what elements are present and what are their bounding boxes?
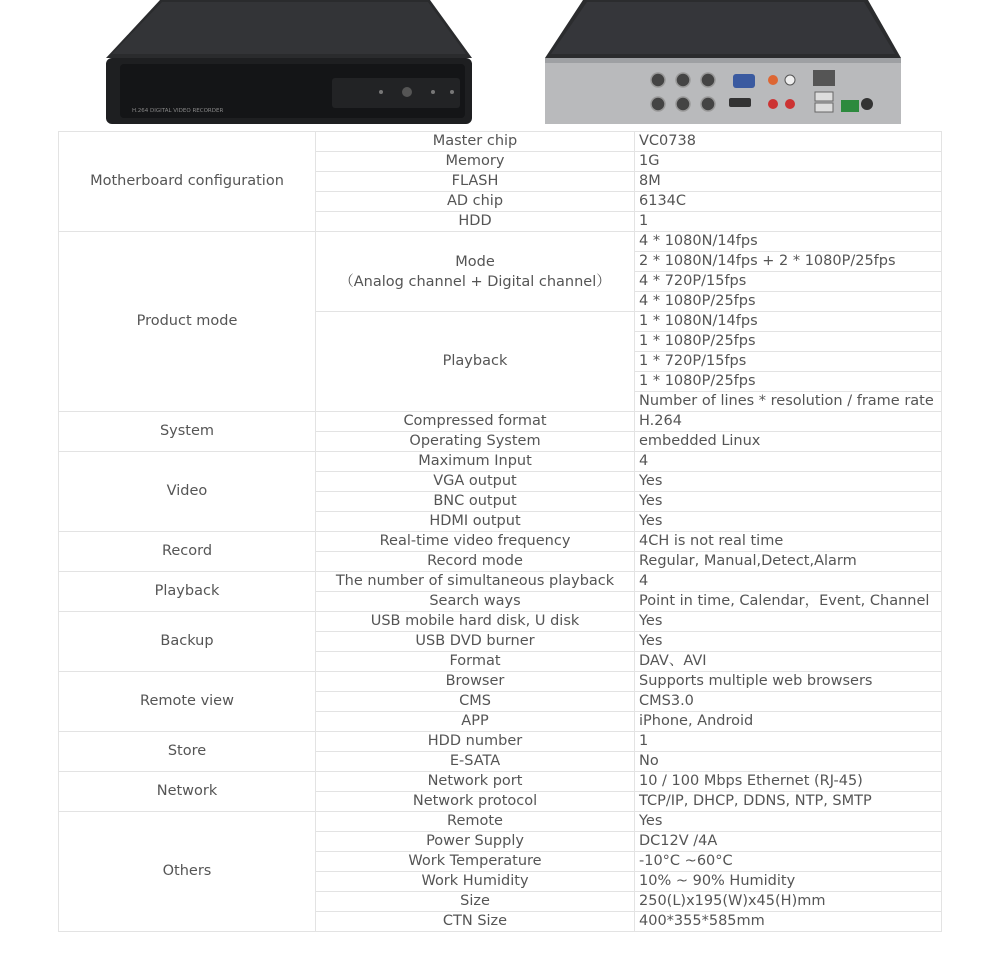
category-cell: Others	[59, 812, 316, 932]
item-cell: APP	[316, 712, 635, 732]
item-cell: Network protocol	[316, 792, 635, 812]
product-photos	[0, 0, 1000, 130]
value-cell: 4 * 1080P/25fps	[635, 292, 942, 312]
value-cell: 250(L)x195(W)x45(H)mm	[635, 892, 942, 912]
table-row	[59, 132, 942, 152]
value-cell: TCP/IP, DHCP, DDNS, NTP, SMTP	[635, 792, 942, 812]
table-row	[59, 452, 942, 472]
item-cell: HDD number	[316, 732, 635, 752]
item-cell: HDD	[316, 212, 635, 232]
category-cell: Playback	[59, 572, 316, 612]
value-cell: 10% ~ 90% Humidity	[635, 872, 942, 892]
value-cell: Yes	[635, 512, 942, 532]
item-cell: Master chip	[316, 132, 635, 152]
table-row	[59, 612, 942, 632]
value-cell: DC12V /4A	[635, 832, 942, 852]
category-cell: Product mode	[59, 232, 316, 412]
value-cell: 4 * 1080N/14fps	[635, 232, 942, 252]
value-cell: 1 * 1080P/25fps	[635, 372, 942, 392]
value-cell: iPhone, Android	[635, 712, 942, 732]
table-row	[59, 812, 942, 832]
value-cell: VC0738	[635, 132, 942, 152]
item-cell: Search ways	[316, 592, 635, 612]
item-cell: Memory	[316, 152, 635, 172]
category-cell: Remote view	[59, 672, 316, 732]
front-panel-label: H.264 DIGITAL VIDEO RECORDER	[132, 108, 224, 114]
item-cell: Format	[316, 652, 635, 672]
value-cell: 1 * 720P/15fps	[635, 352, 942, 372]
item-cell: E-SATA	[316, 752, 635, 772]
value-cell: Yes	[635, 492, 942, 512]
item-cell: Power Supply	[316, 832, 635, 852]
value-cell: Number of lines * resolution / frame rate	[635, 392, 942, 412]
spec-table	[58, 131, 942, 932]
value-cell: DAV、AVI	[635, 652, 942, 672]
item-sublabel: （Analog channel + Digital channel）	[339, 273, 611, 290]
value-cell: 8M	[635, 172, 942, 192]
value-cell: 1 * 1080P/25fps	[635, 332, 942, 352]
value-cell: No	[635, 752, 942, 772]
category-cell: System	[59, 412, 316, 452]
item-cell: Work Temperature	[316, 852, 635, 872]
item-cell: Maximum Input	[316, 452, 635, 472]
category-cell: Motherboard configuration	[59, 132, 316, 232]
item-cell: The number of simultaneous playback	[316, 572, 635, 592]
category-cell: Store	[59, 732, 316, 772]
category-cell: Backup	[59, 612, 316, 672]
item-cell: Operating System	[316, 432, 635, 452]
value-cell: Regular, Manual,Detect,Alarm	[635, 552, 942, 572]
table-row	[59, 672, 942, 692]
value-cell: H.264	[635, 412, 942, 432]
dvr-front-photo	[100, 0, 485, 128]
value-cell: 4 * 720P/15fps	[635, 272, 942, 292]
item-cell: Browser	[316, 672, 635, 692]
table-row	[59, 412, 942, 432]
item-cell: Record mode	[316, 552, 635, 572]
item-cell	[316, 232, 635, 312]
table-row	[59, 772, 942, 792]
item-cell: Remote	[316, 812, 635, 832]
value-cell: 1	[635, 732, 942, 752]
item-cell: Network port	[316, 772, 635, 792]
category-cell: Video	[59, 452, 316, 532]
table-row	[59, 572, 942, 592]
value-cell: embedded Linux	[635, 432, 942, 452]
value-cell: 1G	[635, 152, 942, 172]
value-cell: Yes	[635, 632, 942, 652]
value-cell: 6134C	[635, 192, 942, 212]
item-cell: Work Humidity	[316, 872, 635, 892]
item-cell: HDMI output	[316, 512, 635, 532]
item-cell: BNC output	[316, 492, 635, 512]
value-cell: Supports multiple web browsers	[635, 672, 942, 692]
item-label: Mode	[455, 253, 495, 270]
item-cell: Playback	[316, 312, 635, 412]
category-cell: Network	[59, 772, 316, 812]
value-cell: 400*355*585mm	[635, 912, 942, 932]
value-cell: CMS3.0	[635, 692, 942, 712]
item-cell: VGA output	[316, 472, 635, 492]
value-cell: 2 * 1080N/14fps + 2 * 1080P/25fps	[635, 252, 942, 272]
value-cell: Yes	[635, 612, 942, 632]
item-cell: USB DVD burner	[316, 632, 635, 652]
item-cell: Compressed format	[316, 412, 635, 432]
value-cell: -10°C ~60°C	[635, 852, 942, 872]
table-row	[59, 232, 942, 252]
value-cell: 1 * 1080N/14fps	[635, 312, 942, 332]
value-cell: 4	[635, 572, 942, 592]
category-cell: Record	[59, 532, 316, 572]
item-cell: CMS	[316, 692, 635, 712]
value-cell: Yes	[635, 812, 942, 832]
value-cell: 4	[635, 452, 942, 472]
dvr-back-photo	[543, 0, 905, 128]
value-cell: Point in time, Calendar，Event, Channel	[635, 592, 942, 612]
item-cell: CTN Size	[316, 912, 635, 932]
value-cell: 1	[635, 212, 942, 232]
table-row	[59, 732, 942, 752]
item-cell: AD chip	[316, 192, 635, 212]
item-cell: FLASH	[316, 172, 635, 192]
item-cell: Size	[316, 892, 635, 912]
value-cell: 4CH is not real time	[635, 532, 942, 552]
value-cell: Yes	[635, 472, 942, 492]
item-cell: USB mobile hard disk, U disk	[316, 612, 635, 632]
table-row	[59, 532, 942, 552]
value-cell: 10 / 100 Mbps Ethernet (RJ-45)	[635, 772, 942, 792]
item-cell: Real-time video frequency	[316, 532, 635, 552]
